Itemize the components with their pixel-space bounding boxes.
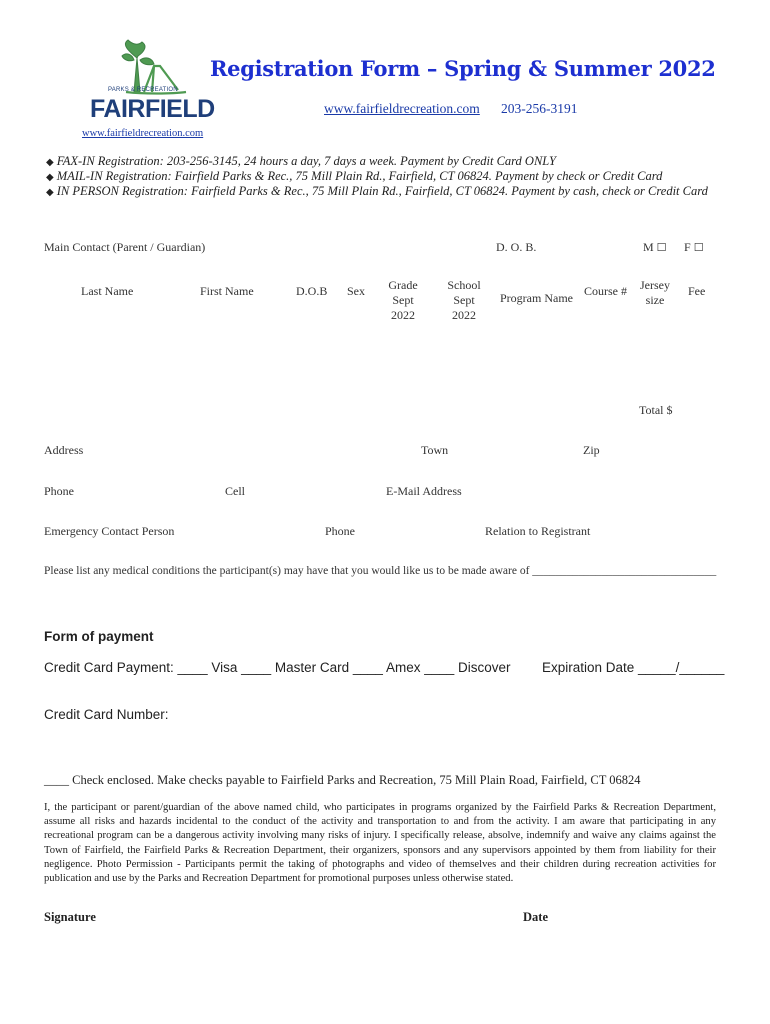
phone-label: Phone <box>44 484 74 498</box>
website-link[interactable]: www.fairfieldrecreation.com <box>324 101 480 116</box>
logo-wordmark: FAIRFIELD <box>90 95 215 123</box>
col-last-name: Last Name <box>81 284 134 298</box>
total-label: Total $ <box>639 403 673 417</box>
main-contact-label: Main Contact (Parent / Guardian) <box>44 240 206 254</box>
instruction-fax <box>46 154 556 169</box>
diamond-bullet-icon: ◆ <box>46 157 54 168</box>
payment-heading: Form of payment <box>44 629 154 644</box>
checkbox-icon[interactable]: ☐ <box>656 241 667 254</box>
cell-label: Cell <box>225 484 245 498</box>
male-checkbox[interactable] <box>643 240 667 255</box>
diamond-bullet-icon: ◆ <box>46 187 54 198</box>
expiration-date-line: Expiration Date _____/______ <box>542 660 725 675</box>
emergency-phone-label: Phone <box>325 524 355 538</box>
page-title: Registration Form – Spring & Summer 2022 <box>210 56 716 81</box>
col-first-name: First Name <box>200 284 254 298</box>
medical-conditions-prompt: Please list any medical conditions the participant(s) may have that you would like us to be made aware of ________________________________ <box>44 565 717 577</box>
address-label: Address <box>44 443 84 457</box>
instruction-text: IN PERSON Registration: Fairfield Parks & Rec., 75 Mill Plain Rd., Fairfield, CT 06824. Payment by cash, check or Credit Card <box>56 184 708 198</box>
check-enclosed-line: ____ Check enclosed. Make checks payable to Fairfield Parks and Recreation, 75 Mill Plain Road, Fairfield, CT 06824 <box>44 773 641 787</box>
date-label: Date <box>523 910 548 924</box>
credit-card-payment-line: Credit Card Payment: ____ Visa ____ Master Card ____ Amex ____ Discover <box>44 660 511 675</box>
tree-icon <box>122 40 154 92</box>
email-label: E-Mail Address <box>386 484 462 498</box>
female-checkbox[interactable] <box>684 240 704 255</box>
phone-number: 203-256-3191 <box>501 101 578 116</box>
col-grade <box>380 278 426 323</box>
checkbox-icon[interactable]: ☐ <box>693 241 704 254</box>
signature-label: Signature <box>44 910 96 924</box>
male-label: M <box>643 240 654 254</box>
diamond-bullet-icon: ◆ <box>46 172 54 183</box>
female-label: F <box>684 240 691 254</box>
col-school-line1: School <box>447 278 481 292</box>
credit-card-number-label: Credit Card Number: <box>44 707 169 722</box>
emergency-contact-label: Emergency Contact Person <box>44 524 175 538</box>
col-jersey-line1: Jersey <box>640 278 670 292</box>
logo-website-link[interactable]: www.fairfieldrecreation.com <box>82 128 204 139</box>
col-school <box>440 278 488 323</box>
col-jersey-size <box>639 278 671 308</box>
instruction-mail <box>46 169 662 184</box>
instruction-in-person <box>46 184 708 199</box>
col-sex: Sex <box>347 284 365 298</box>
col-school-line2: Sept 2022 <box>452 293 476 322</box>
liability-waiver: I, the participant or parent/guardian of the above named child, who participates in programs organized by the Fairfield Parks & Recreation Department, assume all risks and hazards incidental to the conduct of the activity and transportation to and from the activity. I am aware that participating in any recreational program can be a dangerous activity involving many risks of injury. I specifically release, absolve, indemnify and waive any claims against the Town of Fairfield, the Fairfield Parks & Recreation Department, their organizers, sponsors and any supervisors appointed by them from liability for their negligence. Photo Permission - Participants permit the taking of photographs and video of themselves and their children during recreation activities for publication and use by the Parks and Recreation Department for promotional purposes unless otherwise stated. <box>44 802 716 885</box>
col-jersey-line2: size <box>645 293 665 307</box>
zip-label: Zip <box>583 443 600 457</box>
logo-subtitle: PARKS & RECREATION <box>108 87 178 93</box>
col-program-name: Program Name <box>500 291 573 305</box>
col-grade-line1: Grade <box>388 278 418 292</box>
relation-label: Relation to Registrant <box>485 524 591 538</box>
instruction-text: MAIL-IN Registration: Fairfield Parks & Rec., 75 Mill Plain Rd., Fairfield, CT 06824. Payment by check or Credit Card <box>56 169 663 183</box>
col-grade-line2: Sept 2022 <box>391 293 415 322</box>
town-label: Town <box>421 443 449 457</box>
col-fee: Fee <box>688 284 706 298</box>
col-dob: D.O.B <box>296 284 328 298</box>
contact-dob-label: D. O. B. <box>496 240 537 254</box>
instruction-text: FAX-IN Registration: 203-256-3145, 24 hours a day, 7 days a week. Payment by Credit Card ONLY <box>56 154 556 168</box>
col-course-number: Course # <box>584 284 627 298</box>
